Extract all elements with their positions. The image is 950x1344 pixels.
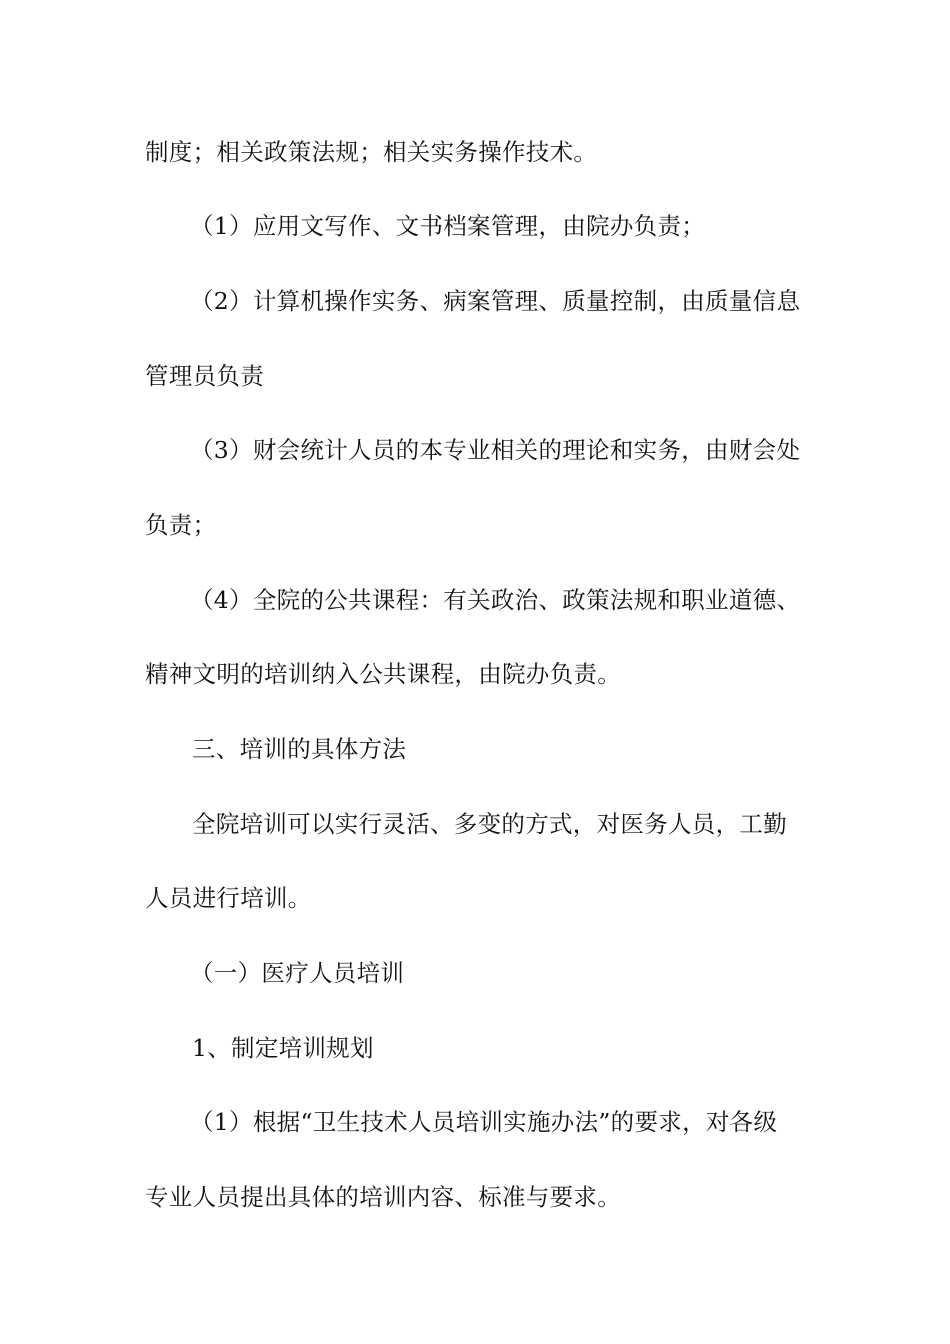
list-item: （1）根据“卫生技术人员培训实施办法”的要求，对各级: [190, 1108, 778, 1136]
list-item: （3）财会统计人员的本专业相关的理论和实务，由财会处: [190, 436, 801, 464]
paragraph-start: 全院培训可以实行灵活、多变的方式，对医务人员，工勤: [192, 810, 787, 838]
subsection-heading: 1、制定培训规划: [192, 1034, 374, 1062]
text-line: 精神文明的培训纳入公共课程，由院办负责。: [145, 660, 621, 688]
text-line: 专业人员提出具体的培训内容、标准与要求。: [145, 1183, 621, 1211]
text-line: 负责；: [145, 511, 217, 539]
list-item: （2）计算机操作实务、病案管理、质量控制，由质量信息: [190, 287, 801, 315]
list-item: （4）全院的公共课程：有关政治、政策法规和职业道德、: [190, 586, 801, 614]
subsection-heading: （一）医疗人员培训: [190, 959, 405, 987]
text-line: 人员进行培训。: [145, 884, 312, 912]
text-line: 管理员负责: [145, 362, 264, 390]
text-line: 制度；相关政策法规；相关实务操作技术。: [145, 138, 598, 166]
section-heading: 三、培训的具体方法: [192, 735, 407, 763]
list-item: （1）应用文写作、文书档案管理，由院办负责；: [190, 212, 706, 240]
